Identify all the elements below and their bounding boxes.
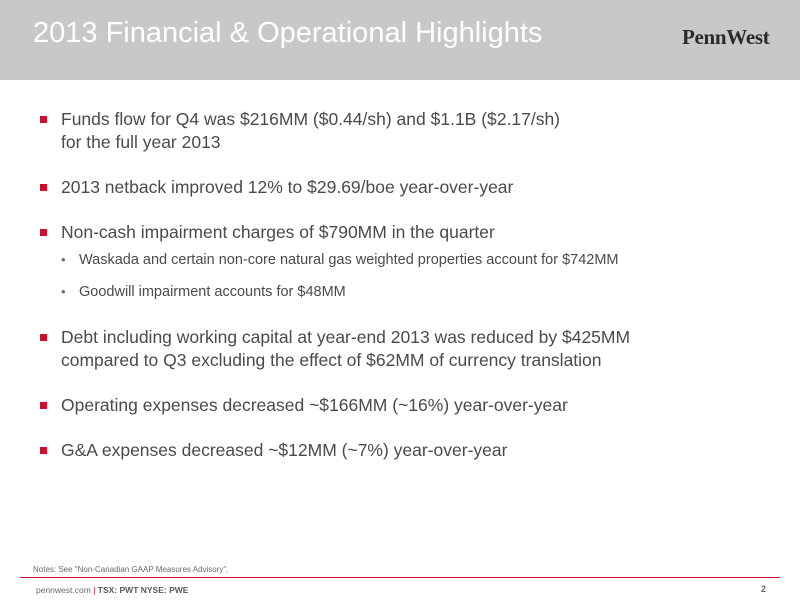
red-square-bullet-icon <box>40 229 47 236</box>
round-bullet-icon: • <box>61 284 66 299</box>
bullet-ga-expenses <box>40 439 780 462</box>
bullet-text-continued: for the full year 2013 <box>61 132 221 152</box>
slide-header <box>0 0 800 80</box>
page-number: 2 <box>760 584 766 594</box>
red-square-bullet-icon <box>40 184 47 191</box>
bullet-text: 2013 netback improved 12% to $29.69/boe year-over-year <box>61 177 514 197</box>
bullet-netback <box>40 176 780 199</box>
bullet-operating-expenses <box>40 394 780 417</box>
bullet-text-continued: compared to Q3 excluding the effect of $62MM of currency translation <box>61 350 602 370</box>
bullet-text: G&A expenses decreased ~$12MM (~7%) year-over-year <box>61 440 508 460</box>
footer-separator: | <box>93 585 96 595</box>
sub-bullet-waskada <box>40 250 780 270</box>
slide-title: 2013 Financial & Operational Highlights <box>33 17 543 49</box>
red-square-bullet-icon <box>40 334 47 341</box>
bullet-text: Non-cash impairment charges of $790MM in the quarter <box>61 222 495 242</box>
bullet-text: Operating expenses decreased ~$166MM (~16%) year-over-year <box>61 395 568 415</box>
slide-content <box>40 108 780 484</box>
sub-bullet-text: Waskada and certain non-core natural gas weighted properties account for $742MM <box>79 252 619 268</box>
footer-site-link[interactable]: pennwest.com <box>36 585 91 595</box>
red-square-bullet-icon <box>40 402 47 409</box>
red-square-bullet-icon <box>40 447 47 454</box>
bullet-debt <box>40 326 780 372</box>
footer-info <box>36 585 188 595</box>
bullet-text: Funds flow for Q4 was $216MM ($0.44/sh) and $1.1B ($2.17/sh) <box>61 109 561 129</box>
footer-divider <box>20 577 780 578</box>
red-square-bullet-icon <box>40 116 47 123</box>
bullet-funds-flow <box>40 108 780 154</box>
footer-tickers: TSX: PWT NYSE: PWE <box>97 585 189 595</box>
sub-bullet-text: Goodwill impairment accounts for $48MM <box>79 284 346 300</box>
round-bullet-icon: • <box>61 252 66 267</box>
slide-notes: Notes: See "Non-Canadian GAAP Measures Advisory". <box>33 565 229 574</box>
bullet-text: Debt including working capital at year-end 2013 was reduced by $425MM <box>61 327 631 347</box>
bullet-impairment <box>40 221 780 244</box>
sub-bullet-goodwill <box>40 282 780 302</box>
pennwest-logo: PennWest <box>682 25 770 49</box>
